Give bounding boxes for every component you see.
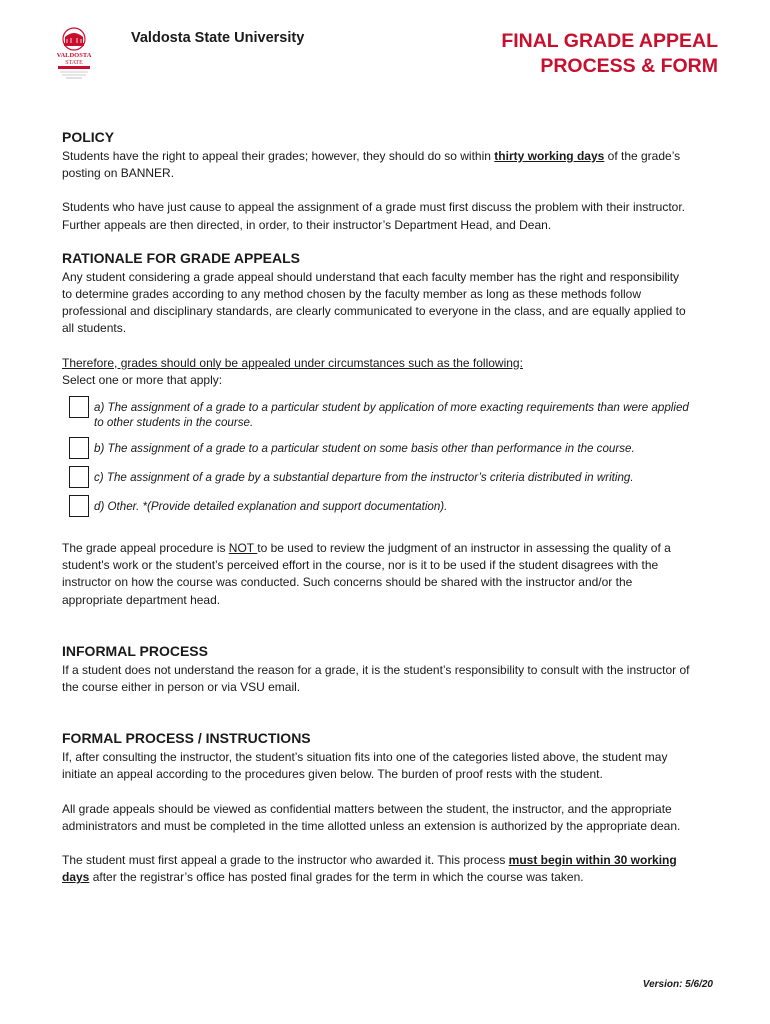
procedure-text: to be used to review the judgment of an instructor in assessing the quality of a student's work or the student’s perceived effort in the course, nor is it to be used if the student disagrees with the instructor on how the course was conducted. Such concerns should be shared with the instructor and/or the appropriate department head. xyxy=(62,541,671,607)
deadline-emphasis: must begin within 30 working days xyxy=(62,853,677,885)
rationale-heading: RATIONALE FOR GRADE APPEALS xyxy=(62,249,301,266)
procedure-text: The grade appeal procedure is xyxy=(62,541,229,556)
policy-paragraph-1 xyxy=(62,148,692,182)
formal-text: after the registrar’s office has posted final grades for the term in which the course was taken. xyxy=(89,870,584,885)
policy-paragraph-2: Students who have just cause to appeal the assignment of a grade must first discuss the problem with their instructor. Further appeals are then directed, in order, to their instructor’s Department Head, and Dean. xyxy=(62,200,685,232)
option-a-label: a) The assignment of a grade to a particular student by application of more exacting requirements than were applied to other students in the course. xyxy=(94,401,689,430)
circumstances-text xyxy=(62,355,692,372)
policy-text: of the grade’s posting on BANNER. xyxy=(62,149,681,181)
option-b-label: b) The assignment of a grade to a particular student on some basis other than performance in the course. xyxy=(94,442,635,456)
appeal-reason-options xyxy=(62,400,692,517)
procedure-paragraph xyxy=(62,540,692,609)
document-body xyxy=(62,128,692,886)
rationale-paragraph: Any student considering a grade appeal should understand that each faculty member has the right and responsibility to determine grades according to any method chosen by the faculty member as long as these methods follow professional and disciplinary standards, are clearly communicated to everyone in the class, and are equally applied to all students. xyxy=(62,269,686,336)
not-emphasis: NOT xyxy=(228,541,258,556)
thirty-working-days-emphasis: thirty working days xyxy=(494,149,605,163)
version-label: Version: 5/6/20 xyxy=(642,979,713,990)
policy-heading: POLICY xyxy=(62,129,115,145)
appeal-option-d[interactable] xyxy=(62,499,692,517)
form-title xyxy=(501,29,718,79)
appeal-option-c[interactable] xyxy=(62,470,692,488)
university-logo xyxy=(52,26,96,80)
option-d-label: d) Other. *(Provide detailed explanation and support documentation). xyxy=(94,500,448,514)
formal-paragraph-2: All grade appeals should be viewed as confidential matters between the student, the instructor, and the appropriate administrators and must be completed in the time allotted unless an extension is authorized by the appropriate dean. xyxy=(62,801,681,833)
policy-text: Students have the right to appeal their grades; however, they should do so within xyxy=(62,149,495,163)
informal-paragraph: If a student does not understand the reason for a grade, it is the student’s responsibility to consult with the instructor of the course either in person or via VSU email. xyxy=(62,662,690,695)
select-prompt: Select one or more that apply: xyxy=(62,372,223,387)
checkbox-a[interactable] xyxy=(69,396,89,418)
svg-text:STATE: STATE xyxy=(65,60,83,66)
checkbox-d[interactable] xyxy=(69,495,89,517)
option-c-label: c) The assignment of a grade by a substantial departure from the instructor’s criteria distributed in writing. xyxy=(94,471,634,485)
formal-text: The student must first appeal a grade to the instructor who awarded it. This process xyxy=(62,853,509,868)
appeal-option-b[interactable] xyxy=(62,441,692,459)
appeal-option-a[interactable] xyxy=(62,400,692,430)
informal-heading: INFORMAL PROCESS xyxy=(62,642,208,659)
svg-text:VALDOSTA: VALDOSTA xyxy=(56,52,92,59)
university-name: Valdosta State University xyxy=(131,30,305,46)
form-title-line1: FINAL GRADE APPEAL xyxy=(501,30,718,52)
formal-paragraph-1: If, after consulting the instructor, the student’s situation fits into one of the categories listed above, the student may initiate an appeal according to the procedures given below. The burden of proof rests with the student. xyxy=(62,750,668,782)
form-title-line2: PROCESS & FORM xyxy=(540,55,718,77)
formal-paragraph-3 xyxy=(62,852,692,886)
formal-heading: FORMAL PROCESS / INSTRUCTIONS xyxy=(62,730,311,747)
checkbox-c[interactable] xyxy=(69,466,89,488)
circumstances-underlined: Therefore, grades should only be appealed under circumstances such as the following: xyxy=(62,355,523,370)
checkbox-b[interactable] xyxy=(69,437,89,459)
